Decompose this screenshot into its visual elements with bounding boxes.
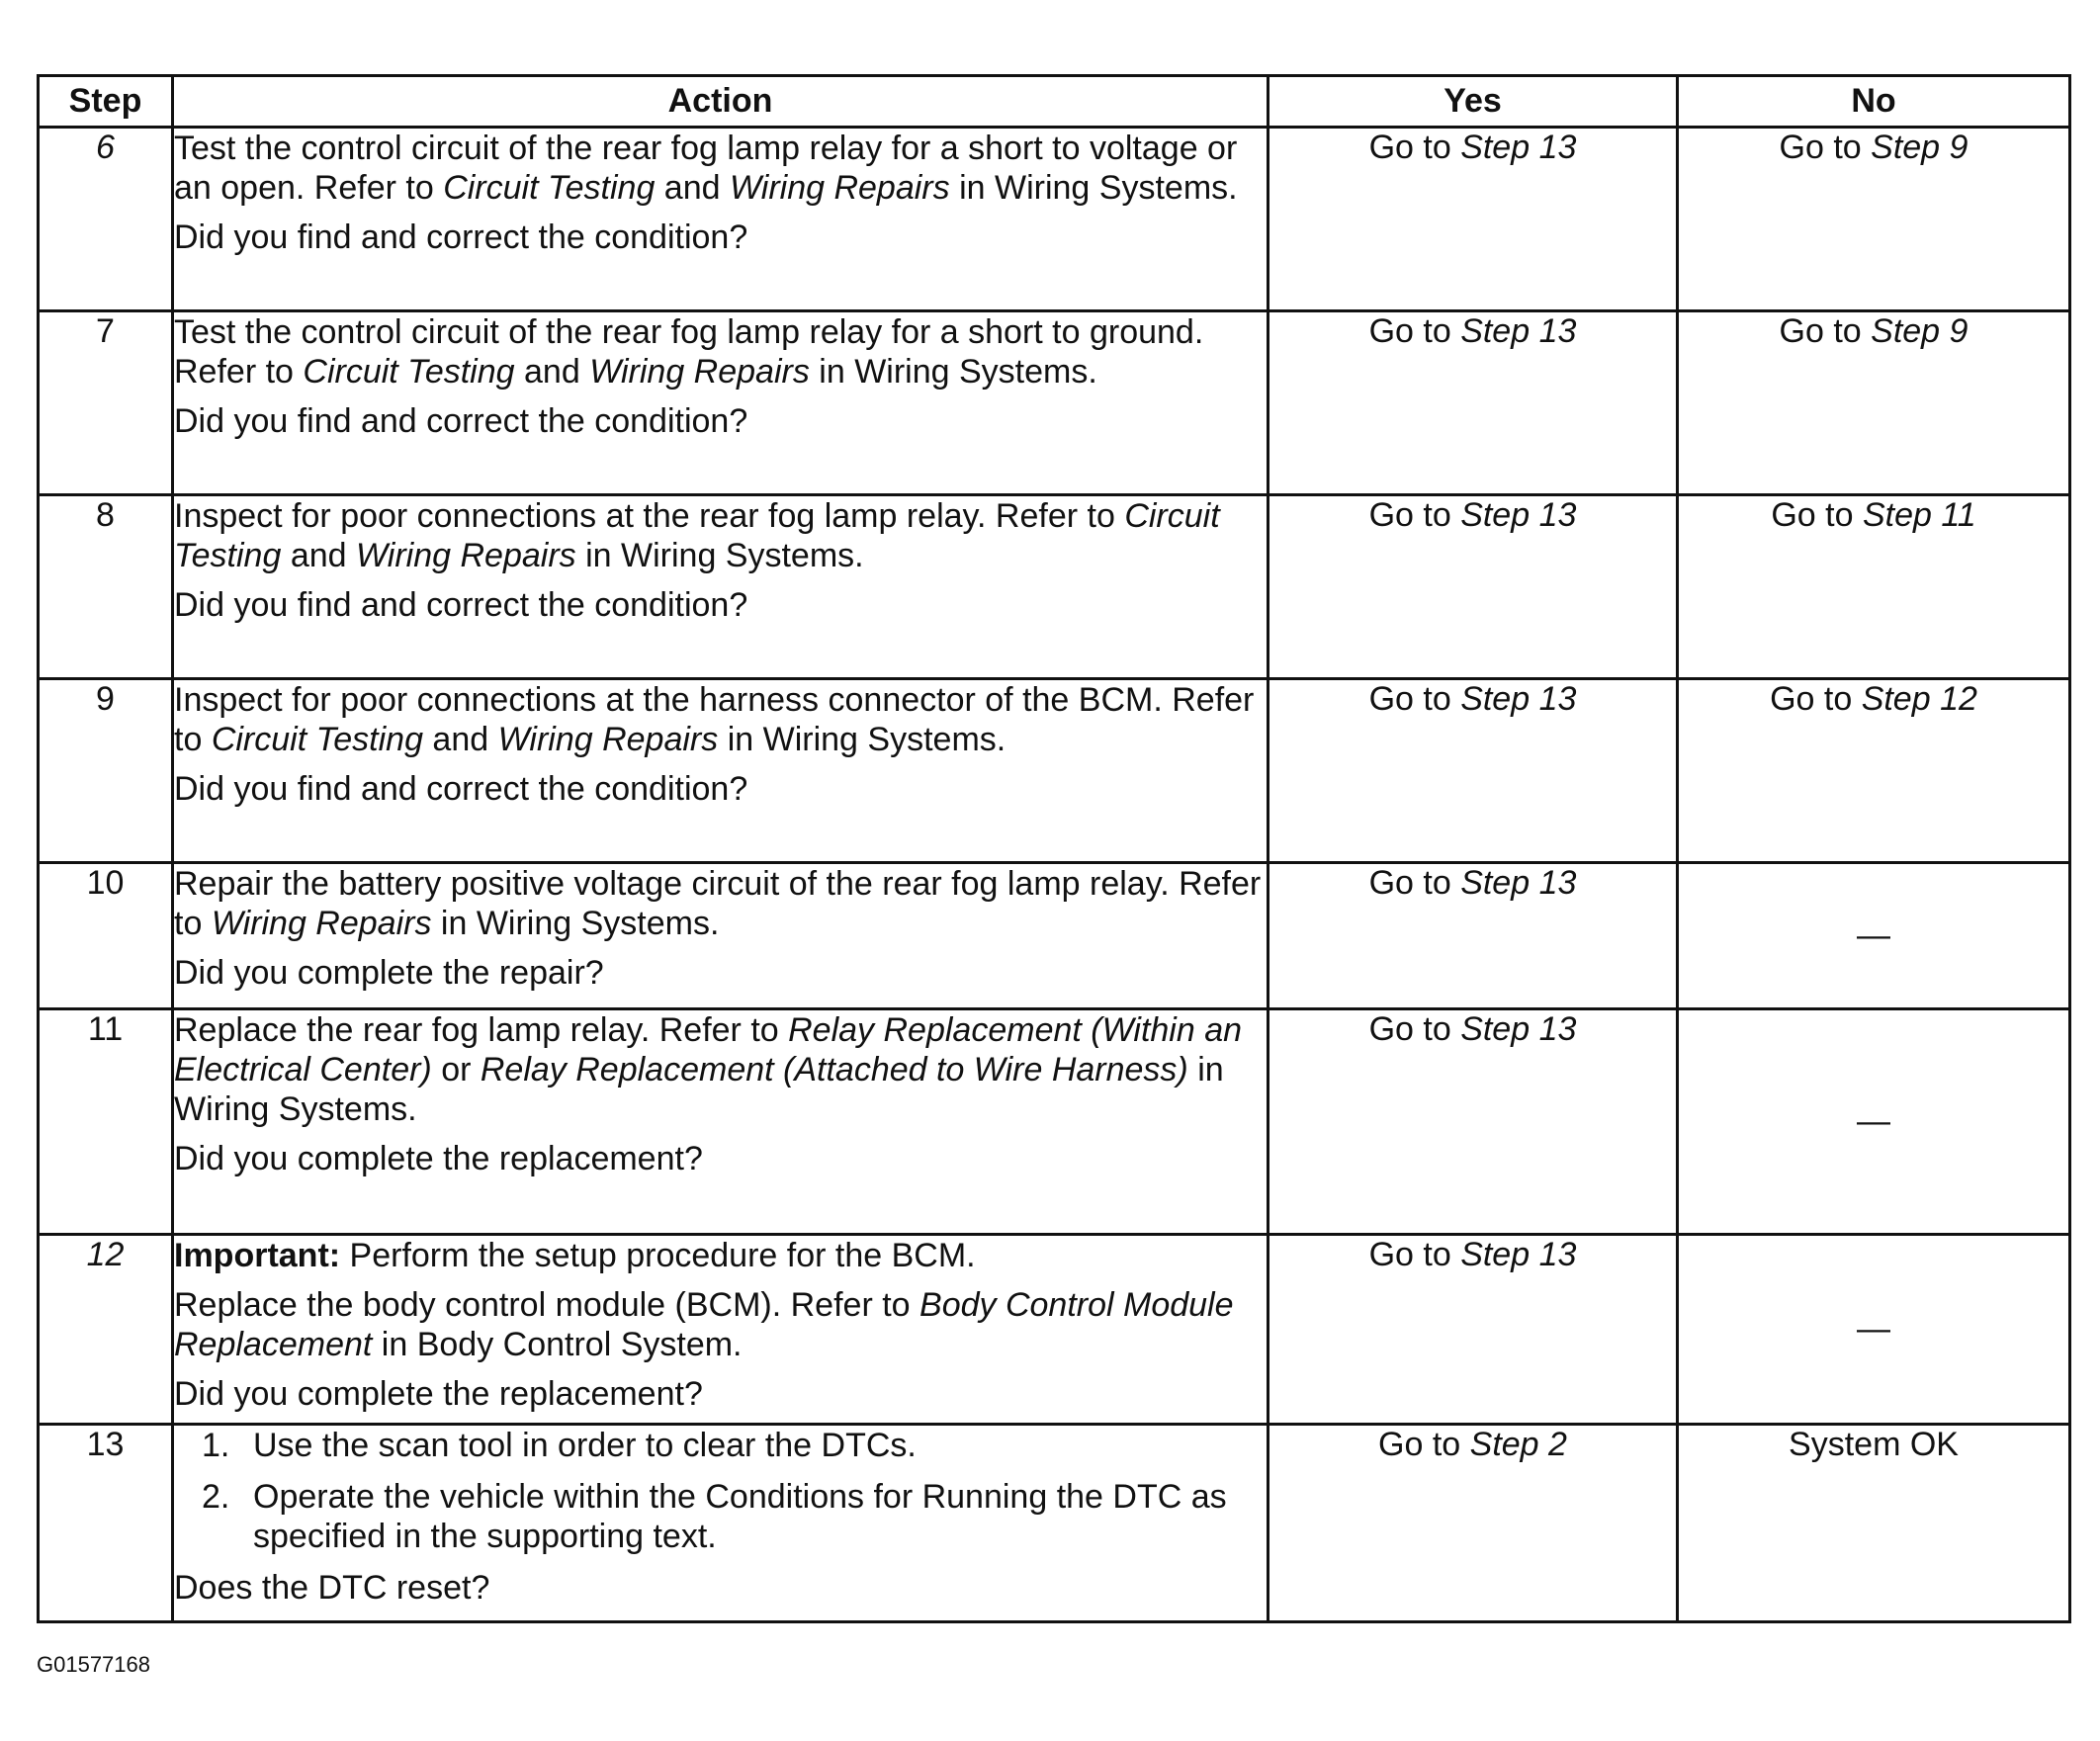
important-label: Important: [174,1237,341,1274]
text-segment: in Wiring Systems. [174,1051,1224,1128]
step-number: 11 [39,1009,173,1235]
list-item-text: Use the scan tool in order to clear the DTCs. [253,1427,917,1464]
yes-cell [1269,495,1678,679]
action-question: Did you find and correct the condition? [174,218,748,256]
no-prefix: Go to [1779,129,1872,166]
yes-cell [1269,128,1678,311]
figure-id: G01577168 [37,1652,150,1677]
table-row [39,1009,2070,1235]
action-question: Did you find and correct the condition? [174,770,748,808]
procedure-list [174,1426,1267,1556]
yes-step-link[interactable]: Step 13 [1460,1010,1577,1048]
reference-link[interactable]: Wiring Repairs [211,905,432,942]
action-question: Did you complete the replacement? [174,1140,703,1177]
yes-step-link[interactable]: Step 13 [1460,312,1577,350]
text-segment: Inspect for poor connections at the rear fog lamp relay. Refer to [174,497,1125,535]
yes-cell [1269,679,1678,863]
no-step-link[interactable]: Step 9 [1871,129,1969,166]
action-text [174,129,1267,208]
action-cell [173,1425,1269,1622]
yes-prefix: Go to [1368,680,1461,718]
yes-step-link[interactable]: Step 13 [1460,680,1577,718]
reference-link[interactable]: Wiring Repairs [729,169,950,207]
yes-step-link[interactable]: Step 2 [1469,1426,1567,1463]
no-cell: — [1678,863,2070,1009]
step-number: 12 [39,1235,173,1425]
no-cell [1678,128,2070,311]
action-question: Did you find and correct the condition? [174,586,748,624]
no-prefix: Go to [1770,680,1862,718]
text-segment: and [514,353,590,391]
no-cell [1678,495,2070,679]
action-text [174,496,1267,575]
diagnostic-table-container [37,74,2068,1623]
text-segment: in Wiring Systems. [718,721,1006,758]
table-row [39,1235,2070,1425]
list-item [174,1477,1267,1556]
action-cell [173,495,1269,679]
text-segment: Replace the body control module (BCM). Refer to [174,1286,920,1324]
action-cell [173,863,1269,1009]
table-row [39,311,2070,495]
list-item [174,1426,1267,1465]
text-segment: Inspect for poor connections at the harness connector of the BCM. Refer to [174,681,1255,758]
no-prefix: Go to [1779,312,1872,350]
yes-cell [1269,1235,1678,1425]
step-number: 7 [39,311,173,495]
action-cell [173,679,1269,863]
reference-link[interactable]: Wiring Repairs [497,721,719,758]
yes-prefix: Go to [1368,129,1461,166]
yes-prefix: Go to [1378,1426,1470,1463]
text-segment: Replace the rear fog lamp relay. Refer to [174,1011,789,1049]
step-number: 13 [39,1425,173,1622]
text-segment: and [655,169,730,207]
header-yes: Yes [1269,76,1678,128]
text-segment: and [422,721,498,758]
reference-link[interactable]: Relay Replacement (Attached to Wire Harness) [480,1051,1188,1088]
no-cell [1678,311,2070,495]
text-segment: in Wiring Systems. [949,169,1238,207]
yes-step-link[interactable]: Step 13 [1460,1236,1577,1273]
step-number: 10 [39,863,173,1009]
action-text [174,1285,1267,1364]
reference-link[interactable]: Circuit Testing [443,169,656,207]
yes-cell [1269,1425,1678,1622]
step-number: 6 [39,128,173,311]
text-segment: Repair the battery positive voltage circuit of the rear fog lamp relay. Refer to [174,865,1262,942]
table-row [39,128,2070,311]
important-note [174,1236,1267,1275]
action-cell [173,1009,1269,1235]
header-step: Step [39,76,173,128]
yes-cell [1269,863,1678,1009]
yes-cell [1269,311,1678,495]
text-segment: in Wiring Systems. [431,905,720,942]
action-text [174,864,1267,943]
reference-link[interactable]: Relay Replacement (Within an Electrical Center) [174,1011,1243,1088]
yes-cell [1269,1009,1678,1235]
action-text [174,680,1267,759]
list-item-text: Operate the vehicle within the Conditions for Running the DTC as specified in the supporting text. [253,1478,1227,1555]
text-segment: in Body Control System. [372,1326,743,1363]
action-cell [173,1235,1269,1425]
action-question: Did you complete the replacement? [174,1375,703,1413]
diagnostic-table [37,74,2071,1623]
important-text: Perform the setup procedure for the BCM. [340,1237,976,1274]
no-step-link[interactable]: Step 9 [1871,312,1969,350]
header-row [39,76,2070,128]
action-cell [173,311,1269,495]
text-segment: Test the control circuit of the rear fog lamp relay for a short to ground. Refer to [174,313,1204,391]
yes-prefix: Go to [1368,496,1461,534]
no-cell: — [1678,1235,2070,1425]
no-step-link[interactable]: Step 12 [1861,680,1977,718]
yes-step-link[interactable]: Step 13 [1460,129,1577,166]
table-row [39,495,2070,679]
reference-link[interactable]: Wiring Repairs [356,537,576,574]
no-cell: — [1678,1009,2070,1235]
reference-link[interactable]: Circuit Testing [174,497,1220,574]
list-item-number: 2. [202,1478,230,1516]
table-row [39,679,2070,863]
text-segment: Test the control circuit of the rear fog lamp relay for a short to voltage or an open. Refer to [174,130,1238,207]
table-row [39,863,2070,1009]
action-cell [173,128,1269,311]
action-question: Did you complete the repair? [174,954,604,992]
action-question: Does the DTC reset? [174,1569,490,1607]
reference-link[interactable]: Circuit Testing [211,721,423,758]
yes-step-link[interactable]: Step 13 [1460,496,1577,534]
step-number: 9 [39,679,173,863]
action-question: Did you find and correct the condition? [174,402,748,440]
table-row [39,1425,2070,1622]
reference-link[interactable]: Body Control Module Replacement [174,1286,1234,1363]
action-text [174,1010,1267,1129]
reference-link[interactable]: Circuit Testing [303,353,515,391]
header-no: No [1678,76,2070,128]
step-number: 8 [39,495,173,679]
yes-prefix: Go to [1368,1236,1461,1273]
action-text [174,312,1267,392]
reference-link[interactable]: Wiring Repairs [589,353,810,391]
text-segment: or [431,1051,481,1088]
text-segment: and [281,537,356,574]
yes-prefix: Go to [1368,864,1461,902]
list-item-number: 1. [202,1427,230,1464]
text-segment: in Wiring Systems. [575,537,864,574]
no-step-link[interactable]: Step 11 [1862,496,1976,534]
no-cell: System OK [1678,1425,2070,1622]
no-cell [1678,679,2070,863]
header-action: Action [173,76,1269,128]
no-prefix: Go to [1771,496,1863,534]
yes-prefix: Go to [1368,312,1461,350]
yes-step-link[interactable]: Step 13 [1460,864,1577,902]
text-segment: in Wiring Systems. [809,353,1097,391]
yes-prefix: Go to [1368,1010,1461,1048]
